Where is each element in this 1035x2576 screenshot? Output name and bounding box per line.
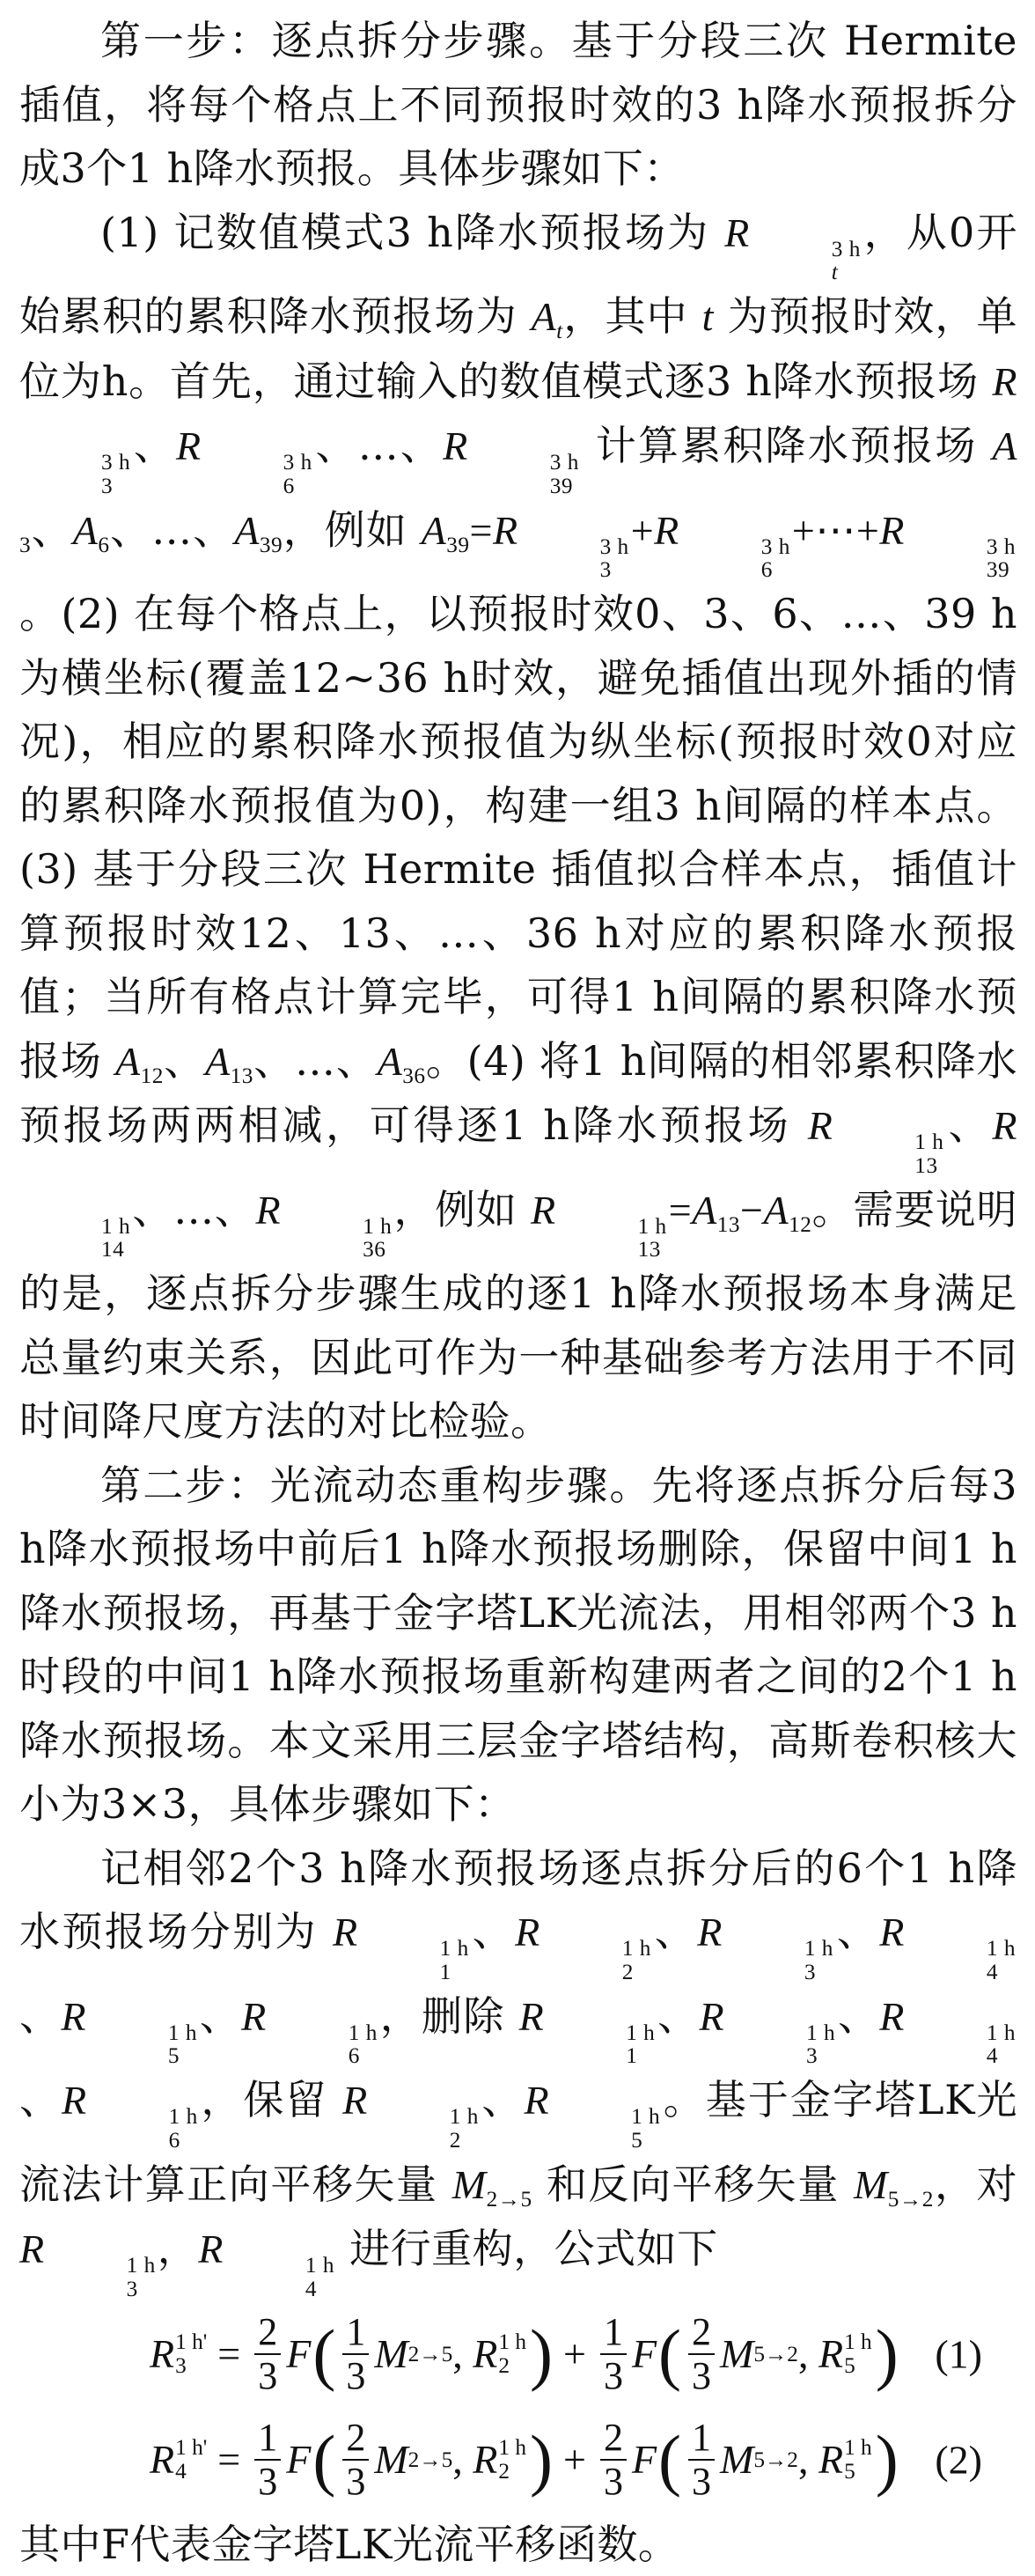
equation-1: R 1 h' 3 = $\frac{2}{3}$ F ( $\frac{1}{3}$ M 2→5 , R 1 h 2 ) + $\frac{1}{3}$ F ( $\frac{2}{3}$ M 5→2 , R 1 h 5 ) (1) bbox=[19, 2301, 1017, 2407]
paragraph-step-two-details: 记相邻2个3 h降水预报场逐点拆分后的6个1 h降水预报场分别为 R 1 h 1 、R 1 h 2 、R 1 h 3 、R 1 h 4 、R 1 h 5 、R 1 h 6 ，删除 R 1 h 1 、R 1 h 3 、R 1 h 4 、R 1 h 6 ，保留 R 1 h 2 、R 1 h 5 。基于金字塔LK光流法计算正向平移矢量 $M_{2\to 5}$ 和反向平移矢量 $M_{5\to 2}$，对 R 1 h 3 ，R 1 h 4 进行重构，公式如下 bbox=[19, 1836, 1017, 2301]
equation-number-1: (1) bbox=[935, 2330, 982, 2377]
paragraph-step-two: 第二步：光流动态重构步骤。先将逐点拆分后每3 h降水预报场中前后1 h降水预报场删除，保留中间1 h降水预报场，再基于金字塔LK光流法，用相邻两个3 h时段的中间1 h降水预报场重新构建两者之间的2个1 h降水预报场。本文采用三层金字塔结构，高斯卷积核大小为3×3，具体步骤如下： bbox=[19, 1454, 1017, 1836]
equation-2: R 1 h' 4 = $\frac{1}{3}$ F ( $\frac{2}{3}$ M 2→5 , R 1 h 2 ) + $\frac{2}{3}$ F ( $\frac{1}{3}$ M 5→2 , R 1 h 5 ) (2) bbox=[19, 2407, 1017, 2513]
equation-number-2: (2) bbox=[935, 2436, 982, 2483]
paragraph-step-one: 第一步：逐点拆分步骤。基于分段三次 Hermite 插值，将每个格点上不同预报时效的3 h降水预报拆分成3个1 h降水预报。具体步骤如下： bbox=[19, 9, 1017, 201]
paragraph-step-one-details: (1) 记数值模式3 h降水预报场为 R 3 h t ，从0开始累积的累积降水预报场为 $A_t$，其中 t 为预报时效，单位为h。首先，通过输入的数值模式逐3 h降水预报场 R 3 h 3 、R 3 h 6 、…、R 3 h 39 计算累积降水预报场 $A_3$、$A_6$、…、$A_{39}$，例如 $A_{39}=R$ 3 h 3 +R 3 h 6 +⋯+R 3 h 39 。(2) 在每个格点上，以预报时效0、3、6、…、39 h为横坐标(覆盖12~36 h时效，避免插值出现外插的情况)，相应的累积降水预报值为纵坐标(预报时效0对应的累积降水预报值为0)，构建一组3 h间隔的样本点。(3) 基于分段三次 Hermite 插值拟合样本点，插值计算预报时效12、13、…、36 h对应的累积降水预报值；当所有格点计算完毕，可得1 h间隔的累积降水预报场 $A_{12}$、$A_{13}$、…、$A_{36}$。(4) 将1 h间隔的相邻累积降水预报场两两相减，可得逐1 h降水预报场 R 1 h 13 、R 1 h 14 、…、R 1 h 36 ，例如 R 1 h 13 $=A_{13}-A_{12}$。需要说明的是，逐点拆分步骤生成的逐1 h降水预报场本身满足总量约束关系，因此可作为一种基础参考方法用于不同时间降尺度方法的对比检验。 bbox=[19, 201, 1017, 1454]
paragraph-function-note: 其中F代表金字塔LK光流平移函数。 bbox=[19, 2513, 1017, 2576]
